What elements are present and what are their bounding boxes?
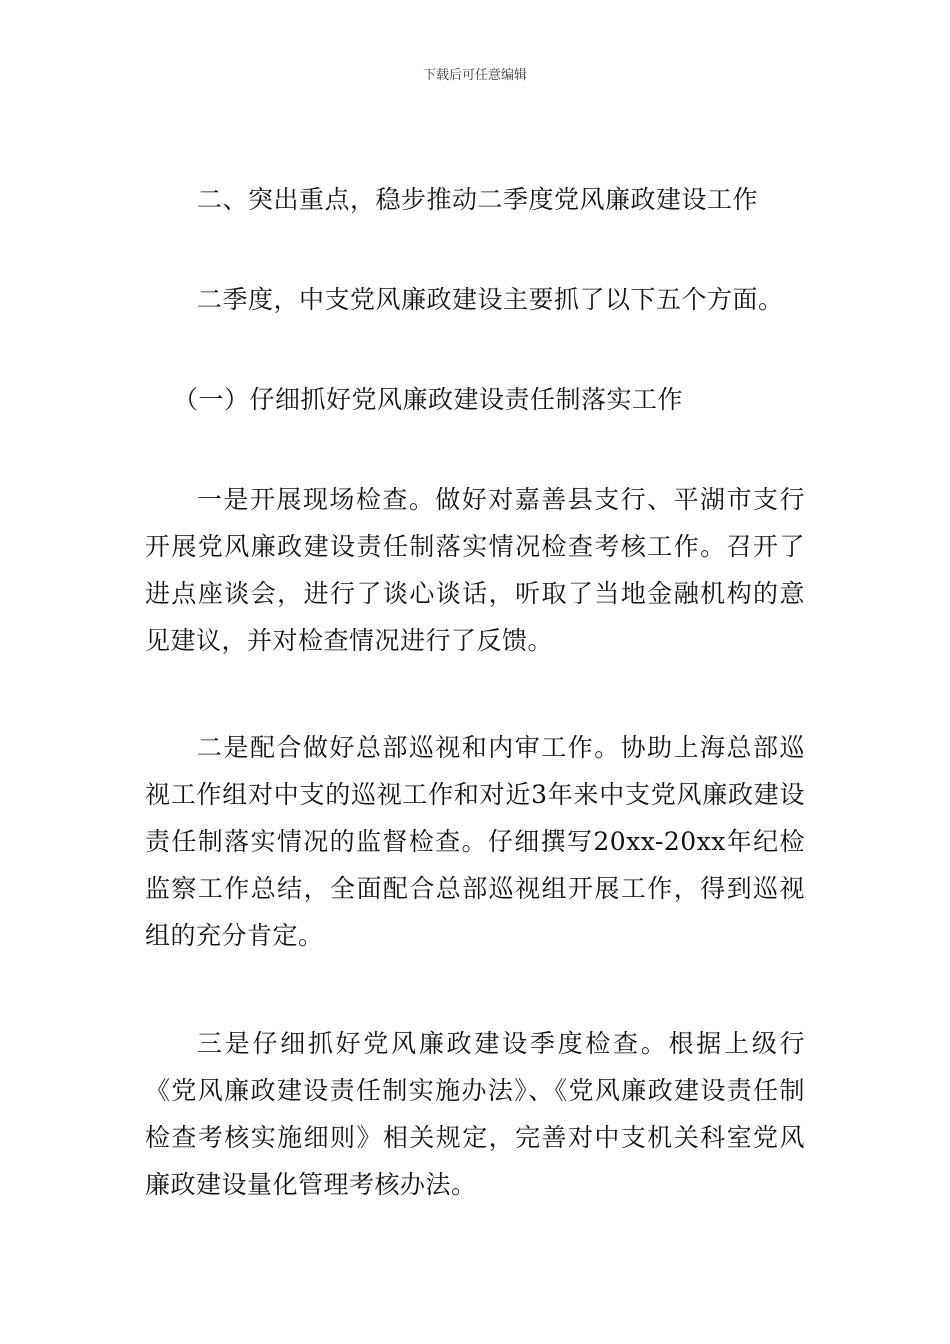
- page-header-note: 下载后可任意编辑: [422, 68, 527, 83]
- subsection-heading: （一）仔细抓好党风廉政建设责任制落实工作: [173, 385, 684, 414]
- body-paragraph-2: 二是配合做好总部巡视和内审工作。协助上海总部巡视工作组对中支的巡视工作和对近3年来中支党风廉政建设责任制落实情况的监督检查。仔细撰写20xx-20xx年纪检监察工作总结，全面配合总部巡视组开展工作，得到巡视组的充分肯定。: [145, 733, 805, 950]
- intro-paragraph: 二季度，中支党风廉政建设主要抓了以下五个方面。: [197, 285, 784, 314]
- body-paragraph-1: 一是开展现场检查。做好对嘉善县支行、平湖市支行开展党风廉政建设责任制落实情况检查考核工作。召开了进点座谈会，进行了谈心谈话，听取了当地金融机构的意见建议，并对检查情况进行了反馈。: [145, 485, 805, 655]
- body-paragraph-3: 三是仔细抓好党风廉政建设季度检查。根据上级行《党风廉政建设责任制实施办法》、《党风廉政建设责任制检查考核实施细则》相关规定，完善对中支机关科室党风廉政建设量化管理考核办法。: [145, 1029, 805, 1199]
- section-heading: 二、突出重点，稳步推动二季度党风廉政建设工作: [197, 185, 759, 214]
